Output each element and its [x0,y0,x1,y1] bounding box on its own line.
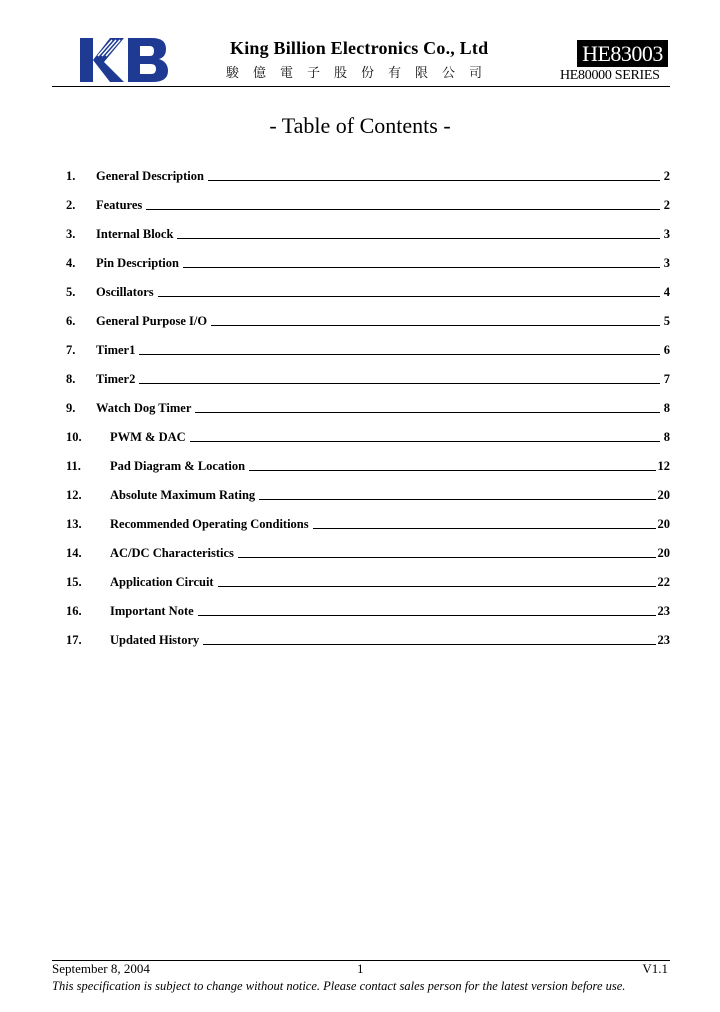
toc-leader [195,412,660,413]
toc-leader [139,354,660,355]
toc-entry[interactable] [66,619,670,648]
toc-page: 2 [663,169,670,183]
toc-leader [190,441,660,442]
toc-entry[interactable] [66,561,670,590]
toc-leader [203,644,655,645]
header-divider [52,86,670,87]
toc-label: Features [96,198,143,212]
toc-label: Application Circuit [110,575,214,589]
footer-date: September 8, 2004 [52,961,150,976]
toc-number: 10. [66,430,82,444]
toc-entry[interactable] [66,242,670,271]
toc-label: Pad Diagram & Location [110,459,246,473]
toc-entry[interactable] [66,387,670,416]
toc-entry[interactable] [66,474,670,503]
toc-number: 14. [66,546,82,560]
footer-version: V1.1 [642,961,668,976]
toc-number: 1. [66,169,76,183]
toc-leader [139,383,660,384]
toc-page: 23 [657,604,670,618]
toc-label: Timer2 [96,372,136,386]
toc-leader [249,470,655,471]
toc-entry[interactable] [66,213,670,242]
toc-label: Watch Dog Timer [96,401,192,415]
toc-leader [211,325,660,326]
company-name-chinese: 駿億電子股份有限公司 [226,65,497,80]
table-of-contents [66,155,670,648]
part-number: HE83003 [577,40,668,67]
toc-number: 13. [66,517,82,531]
toc-leader [238,557,656,558]
toc-number: 5. [66,285,76,299]
toc-page: 20 [657,517,670,531]
toc-number: 12. [66,488,82,502]
toc-page: 7 [663,372,670,386]
toc-leader [198,615,656,616]
toc-label: Updated History [110,633,200,647]
toc-entry[interactable] [66,300,670,329]
toc-label: General Purpose I/O [96,314,208,328]
toc-leader [158,296,660,297]
series-label: HE80000 SERIES [560,68,660,83]
toc-page: 12 [657,459,670,473]
toc-number: 6. [66,314,76,328]
toc-number: 7. [66,343,76,357]
toc-leader [208,180,660,181]
toc-label: AC/DC Characteristics [110,546,234,560]
toc-number: 15. [66,575,82,589]
toc-page: 6 [663,343,670,357]
toc-leader [183,267,660,268]
toc-label: PWM & DAC [110,430,186,444]
toc-leader [313,528,656,529]
footer-disclaimer: This specification is subject to change without notice. Please contact sales person for the latest version before use. [52,979,626,993]
toc-entry[interactable] [66,503,670,532]
toc-label: Recommended Operating Conditions [110,517,309,531]
toc-leader [177,238,660,239]
toc-label: Timer1 [96,343,136,357]
toc-page: 5 [663,314,670,328]
toc-entry[interactable] [66,329,670,358]
toc-number: 2. [66,198,76,212]
toc-page: 2 [663,198,670,212]
toc-page: 3 [663,256,670,270]
footer-page-number: 1 [357,961,364,976]
toc-page: 23 [657,633,670,647]
toc-number: 11. [66,459,81,473]
company-name: King Billion Electronics Co., Ltd [230,38,489,58]
toc-label: Internal Block [96,227,174,241]
toc-label: General Description [96,169,204,183]
toc-page: 8 [663,430,670,444]
toc-page: 20 [657,488,670,502]
toc-label: Absolute Maximum Rating [110,488,256,502]
toc-entry[interactable] [66,416,670,445]
toc-entry[interactable] [66,532,670,561]
toc-label: Oscillators [96,285,154,299]
toc-number: 17. [66,633,82,647]
toc-entry[interactable] [66,271,670,300]
toc-leader [146,209,660,210]
toc-number: 4. [66,256,76,270]
toc-page: 3 [663,227,670,241]
toc-label: Pin Description [96,256,179,270]
toc-entry[interactable] [66,358,670,387]
toc-page: 4 [663,285,670,299]
toc-entry[interactable] [66,445,670,474]
toc-leader [259,499,655,500]
toc-entry[interactable] [66,155,670,184]
toc-number: 9. [66,401,76,415]
page-title: - Table of Contents - [269,113,451,138]
toc-entry[interactable] [66,184,670,213]
toc-page: 20 [657,546,670,560]
company-logo [80,36,170,84]
toc-entry[interactable] [66,590,670,619]
toc-leader [218,586,656,587]
toc-label: Important Note [110,604,194,618]
toc-page: 22 [657,575,670,589]
toc-number: 8. [66,372,76,386]
toc-page: 8 [663,401,670,415]
toc-number: 16. [66,604,82,618]
toc-number: 3. [66,227,76,241]
